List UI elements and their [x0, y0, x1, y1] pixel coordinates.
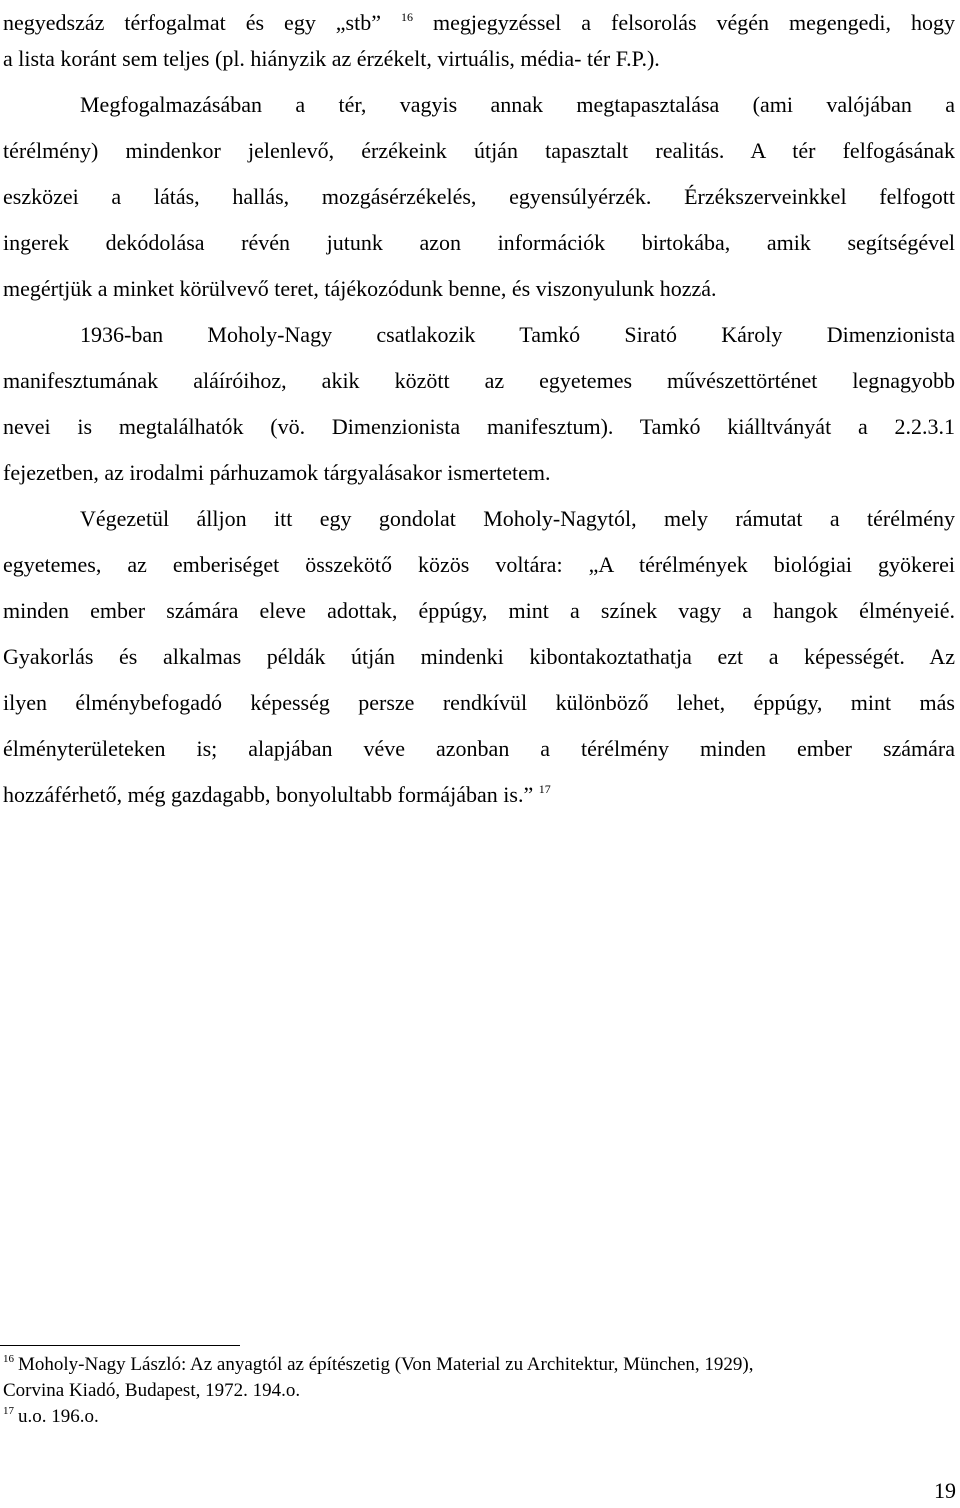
- text-segment: negyedszáz térfogalmat és egy „stb”: [3, 10, 382, 35]
- footnote-text: u.o. 196.o.: [18, 1406, 99, 1427]
- text-line: Gyakorlás és alkalmas példák útján mindenki kibontakoztathatja ezt a képességét. Az: [3, 644, 955, 669]
- text-line: a lista koránt sem teljes (pl. hiányzik az érzékelt, virtuális, média- tér F.P.).: [3, 46, 660, 71]
- text-line: Végezetül álljon itt egy gondolat Moholy-Nagytól, mely rámutat a térélmény: [80, 506, 955, 531]
- footnote-text: Moholy-Nagy László: Az anyagtól az építészetig (Von Material zu Architektur, München, 1929),: [18, 1354, 754, 1375]
- text-line: megértjük a minket körülvevő teret, tájékozódunk benne, és viszonyulunk hozzá.: [3, 276, 717, 301]
- text-line: minden ember számára eleve adottak, éppúgy, mint a színek vagy a hangok élményeié.: [3, 598, 955, 623]
- text-segment: hozzáférhető, még gazdagabb, bonyolultabb formájában is.”: [3, 782, 534, 807]
- footnote-number: 16: [3, 1353, 14, 1365]
- text-line: manifesztumának aláíróihoz, akik között az egyetemes művészettörténet legnagyobb: [3, 368, 955, 393]
- text-line: fejezetben, az irodalmi párhuzamok tárgyalásakor ismertetem.: [3, 460, 551, 485]
- footnotes: [3, 1352, 943, 1430]
- text-line: 1936-ban Moholy-Nagy csatlakozik Tamkó Sirató Károly Dimenzionista: [80, 322, 955, 347]
- text-line: élményterületeken is; alapjában véve azonban a térélmény minden ember számára: [3, 736, 955, 761]
- text-line: Megfogalmazásában a tér, vagyis annak megtapasztalása (ami valójában a: [80, 92, 955, 117]
- footnote-separator: [0, 1345, 240, 1346]
- text-line: eszközei a látás, hallás, mozgásérzékelés, egyensúlyérzék. Érzékszerveinkkel felfogott: [3, 184, 955, 209]
- text-line: ilyen élménybefogadó képesség persze rendkívül különböző lehet, éppúgy, mint más: [3, 690, 955, 715]
- text-segment: megjegyzéssel a felsorolás végén megengedi, hogy: [432, 10, 956, 35]
- text-line: nevei is megtalálhatók (vö. Dimenzionista manifesztum). Tamkó kiálltványát a 2.2.3.1: [3, 414, 955, 439]
- text-line: egyetemes, az emberiséget összekötő közös voltára: „A térélmények biológiai gyökerei: [3, 552, 955, 577]
- text-line: ingerek dekódolása révén jutunk azon információk birtokába, amik segítségével: [3, 230, 955, 255]
- page-number: 19: [934, 1478, 956, 1503]
- footnote-17: [3, 1404, 943, 1430]
- footnote-16: [3, 1352, 943, 1378]
- footnote-16-continued: Corvina Kiadó, Budapest, 1972. 194.o.: [3, 1380, 301, 1401]
- text-line: térélmény) mindenkor jelenlevő, érzékeink útján tapasztalt realitás. A tér felfogásának: [3, 138, 955, 163]
- footnote-number: 17: [3, 1405, 14, 1417]
- text-line: [3, 772, 955, 818]
- footnote-ref-16[interactable]: 16: [401, 10, 413, 24]
- footnote-ref-17[interactable]: 17: [538, 782, 551, 796]
